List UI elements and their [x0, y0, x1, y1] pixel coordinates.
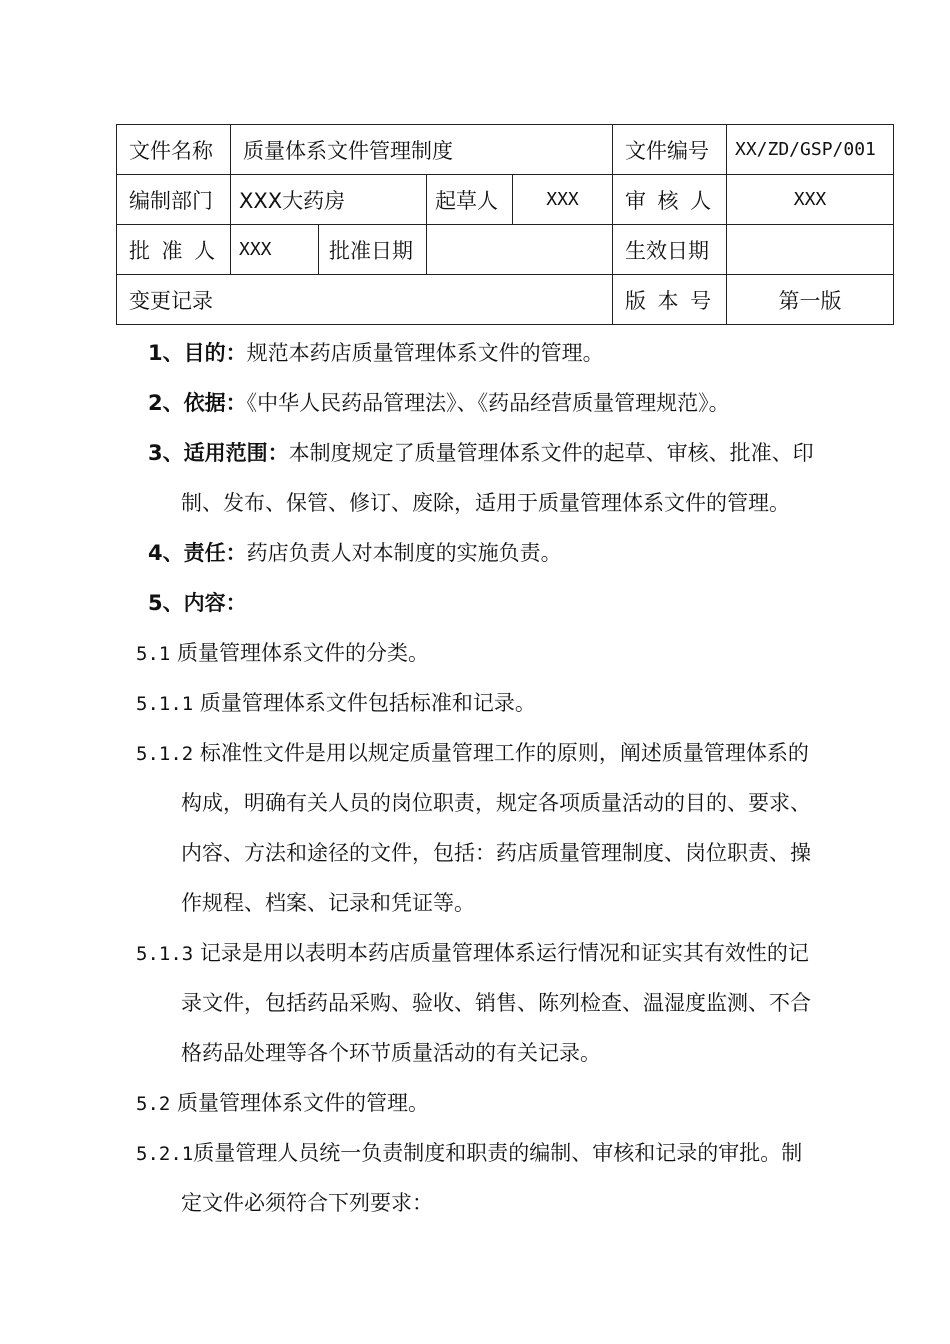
para-5-1 — [136, 643, 429, 664]
para-5-1-2-text-line-2: 构成，明确有关人员的岗位职责，规定各项质量活动的目的、要求、 — [181, 791, 811, 815]
header-row-4 — [117, 275, 894, 325]
section-1 — [148, 343, 604, 364]
section-2 — [148, 393, 730, 414]
para-5-1-1-number: 5.1.1 — [136, 693, 194, 715]
para-5-1-3 — [136, 943, 809, 964]
para-5-1-3-text-line-3: 格药品处理等各个环节质量活动的有关记录。 — [181, 1041, 601, 1065]
dept-label: 编制部门 — [117, 175, 231, 225]
effective-date-label: 生效日期 — [613, 225, 727, 275]
doc-code-label: 文件编号 — [613, 125, 727, 175]
para-5-2-1-text-line-2: 定文件必须符合下列要求： — [181, 1191, 433, 1215]
header-row-2 — [117, 175, 894, 225]
section-5-number: 5、 — [148, 591, 184, 615]
para-5-1-2-number: 5.1.2 — [136, 743, 194, 765]
version-label: 版本号 — [613, 275, 727, 325]
para-5-1-1-text: 质量管理体系文件包括标准和记录。 — [199, 691, 536, 715]
para-5-1-2-text-line-4: 作规程、档案、记录和凭证等。 — [181, 891, 475, 915]
para-5-1-3-text-line-1: 记录是用以表明本药店质量管理体系运行情况和证实其有效性的记 — [199, 941, 809, 965]
doc-name-value: 质量体系文件管理制度 — [231, 125, 613, 175]
doc-code-value: XX/ZD/GSP/001 — [727, 125, 894, 175]
section-3-text-line-2: 制、发布、保管、修订、废除，适用于质量管理体系文件的管理。 — [181, 491, 790, 515]
drafter-label: 起草人 — [427, 175, 513, 225]
header-row-1 — [117, 125, 894, 175]
document-header-table — [116, 124, 894, 325]
section-5-title: 内容： — [183, 591, 247, 615]
para-5-2 — [136, 1093, 429, 1114]
effective-date-value — [727, 225, 894, 275]
approve-date-label: 批准日期 — [319, 225, 427, 275]
para-5-2-text: 质量管理体系文件的管理。 — [177, 1091, 430, 1115]
section-2-title: 依据： — [183, 391, 247, 415]
para-5-1-3-number: 5.1.3 — [136, 943, 194, 965]
section-4-title: 责任： — [183, 541, 247, 565]
para-5-1-number: 5.1 — [136, 643, 171, 665]
section-3-text-line-1: 本制度规定了质量管理体系文件的起草、审核、批准、印 — [288, 441, 814, 465]
para-5-1-2-text-line-1: 标准性文件是用以规定质量管理工作的原则，阐述质量管理体系的 — [199, 741, 809, 765]
para-5-1-text: 质量管理体系文件的分类。 — [177, 641, 430, 665]
section-3-number: 3、 — [148, 441, 184, 465]
para-5-2-1-text-line-1: 质量管理人员统一负责制度和职责的编制、审核和记录的审批。制 — [193, 1141, 803, 1165]
section-4-number: 4、 — [148, 541, 184, 565]
approve-date-value — [427, 225, 613, 275]
para-5-1-2 — [136, 743, 809, 764]
para-5-1-2-text-line-3: 内容、方法和途径的文件，包括：药店质量管理制度、岗位职责、操 — [181, 841, 811, 865]
dept-value: XXX大药房 — [231, 175, 427, 225]
section-1-title: 目的： — [183, 341, 247, 365]
header-row-3 — [117, 225, 894, 275]
section-3 — [148, 443, 814, 464]
version-value: 第一版 — [727, 275, 894, 325]
approver-label: 批准人 — [117, 225, 231, 275]
reviewer-label: 审核人 — [613, 175, 727, 225]
change-record-label: 变更记录 — [117, 275, 613, 325]
reviewer-value: XXX — [727, 175, 894, 225]
section-4 — [148, 543, 562, 564]
section-4-text: 药店负责人对本制度的实施负责。 — [246, 541, 562, 565]
section-5 — [148, 593, 247, 614]
drafter-value: XXX — [513, 175, 613, 225]
para-5-2-1 — [136, 1143, 802, 1164]
section-1-text: 规范本药店质量管理体系文件的管理。 — [246, 341, 604, 365]
approver-value: XXX — [231, 225, 319, 275]
para-5-2-1-number: 5.2.1 — [136, 1143, 194, 1165]
section-2-number: 2、 — [148, 391, 184, 415]
para-5-1-1 — [136, 693, 536, 714]
doc-name-label: 文件名称 — [117, 125, 231, 175]
section-1-number: 1、 — [148, 341, 184, 365]
section-2-text: 《中华人民药品管理法》、《药品经营质量管理规范》。 — [246, 391, 730, 415]
section-3-title: 适用范围： — [183, 441, 289, 465]
para-5-1-3-text-line-2: 录文件，包括药品采购、验收、销售、陈列检查、温湿度监测、不合 — [181, 991, 811, 1015]
para-5-2-number: 5.2 — [136, 1093, 171, 1115]
